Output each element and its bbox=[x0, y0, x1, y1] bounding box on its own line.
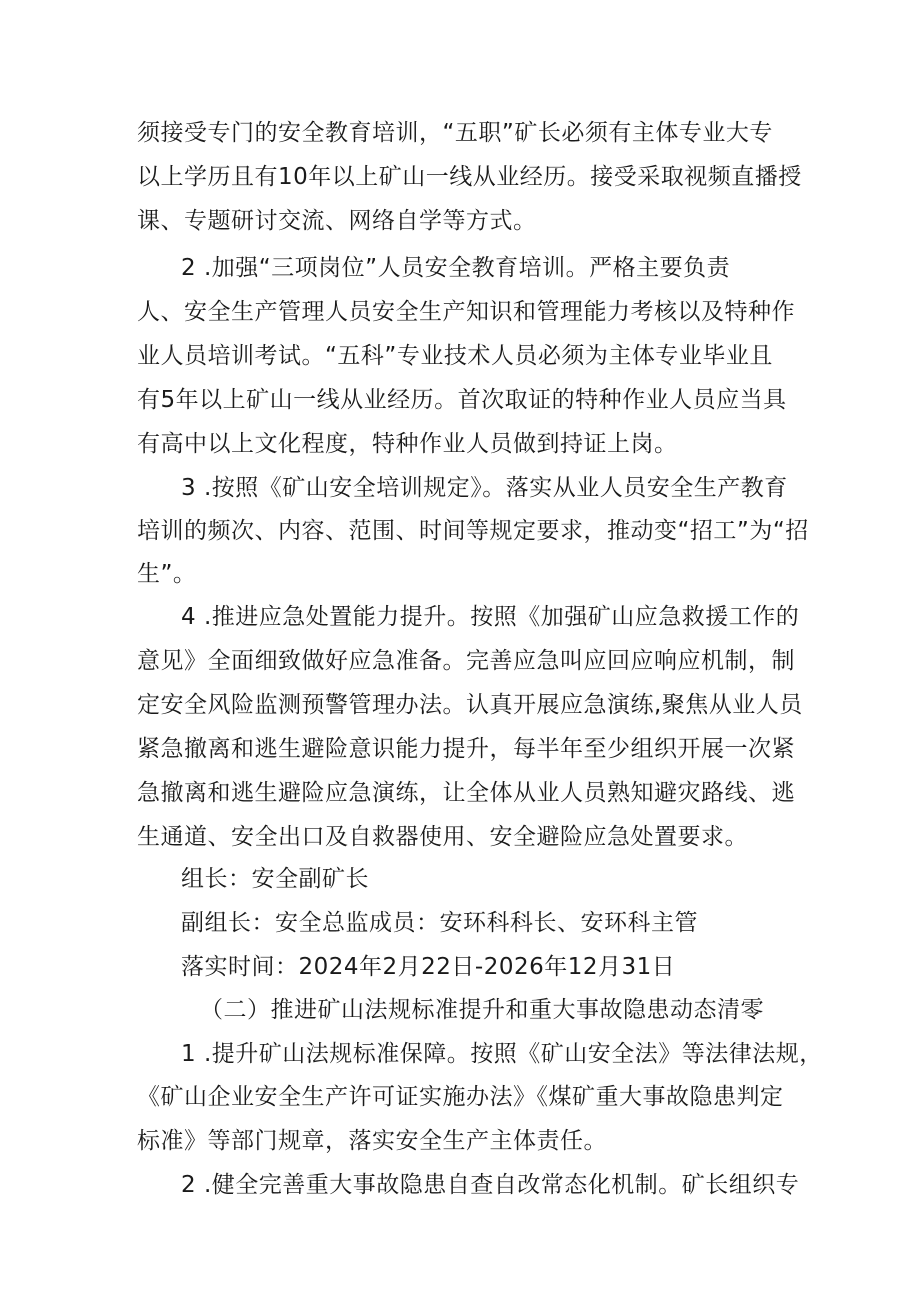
paragraph-line: 标准》等部门规章，落实安全生产主体责任。 bbox=[137, 1128, 607, 1154]
paragraph-line: 以上学历且有10年以上矿山一线从业经历。接受采取视频直播授 bbox=[137, 164, 802, 190]
paragraph-line: 《矿山企业安全生产许可证实施办法》《煤矿重大事故隐患判定 bbox=[137, 1084, 784, 1110]
implementation-time-line: 落实时间：2024年2月22日-2026年12月31日 bbox=[181, 954, 676, 980]
paragraph-line: 2 .加强“三项岗位”人员安全教育培训。严格主要负责 bbox=[181, 255, 731, 281]
paragraph-line: 定安全风险监测预警管理办法。认真开展应急演练,聚焦从业人员 bbox=[137, 692, 803, 718]
paragraph-line: 人、安全生产管理人员安全生产知识和管理能力考核以及特种作 bbox=[137, 299, 795, 325]
paragraph-line: 紧急撤离和逃生避险意识能力提升，每半年至少组织开展一次紧 bbox=[137, 736, 795, 762]
paragraph-line: 须接受专门的安全教育培训，“五职”矿长必须有主体专业大专 bbox=[137, 120, 773, 146]
paragraph-line: 生通道、安全出口及自救器使用、安全避险应急处置要求。 bbox=[137, 824, 748, 850]
paragraph-line: 2 .健全完善重大事故隐患自查自改常态化机制。矿长组织专 bbox=[181, 1172, 800, 1198]
paragraph-line: 课、专题研讨交流、网络自学等方式。 bbox=[137, 208, 537, 234]
paragraph-line: 4 .推进应急处置能力提升。按照《加强矿山应急救援工作的 bbox=[181, 604, 800, 630]
paragraph-line: 1 .提升矿山法规标准保障。按照《矿山安全法》等法律法规， bbox=[181, 1041, 823, 1067]
paragraph-line: 生”。 bbox=[137, 561, 197, 587]
paragraph-line: 意见》全面细致做好应急准备。完善应急叫应回应响应机制，制 bbox=[137, 648, 795, 674]
section-heading: （二）推进矿山法规标准提升和重大事故隐患动态清零 bbox=[200, 997, 764, 1023]
paragraph-line: 有高中以上文化程度，特种作业人员做到持证上岗。 bbox=[137, 431, 678, 457]
paragraph-line: 急撤离和逃生避险应急演练，让全体从业人员熟知避灾路线、逃 bbox=[137, 780, 795, 806]
team-leader-line: 组长：安全副矿长 bbox=[181, 866, 369, 892]
paragraph-line: 培训的频次、内容、范围、时间等规定要求，推动变“招工”为“招 bbox=[137, 518, 809, 544]
paragraph-line: 3 .按照《矿山安全培训规定》。落实从业人员安全生产教育 bbox=[181, 475, 788, 501]
paragraph-line: 业人员培训考试。“五科”专业技术人员必须为主体专业毕业且 bbox=[137, 343, 773, 369]
paragraph-line: 有5年以上矿山一线从业经历。首次取证的特种作业人员应当具 bbox=[137, 387, 787, 413]
deputy-leader-line: 副组长：安全总监成员：安环科科长、安环科主管 bbox=[181, 910, 698, 936]
